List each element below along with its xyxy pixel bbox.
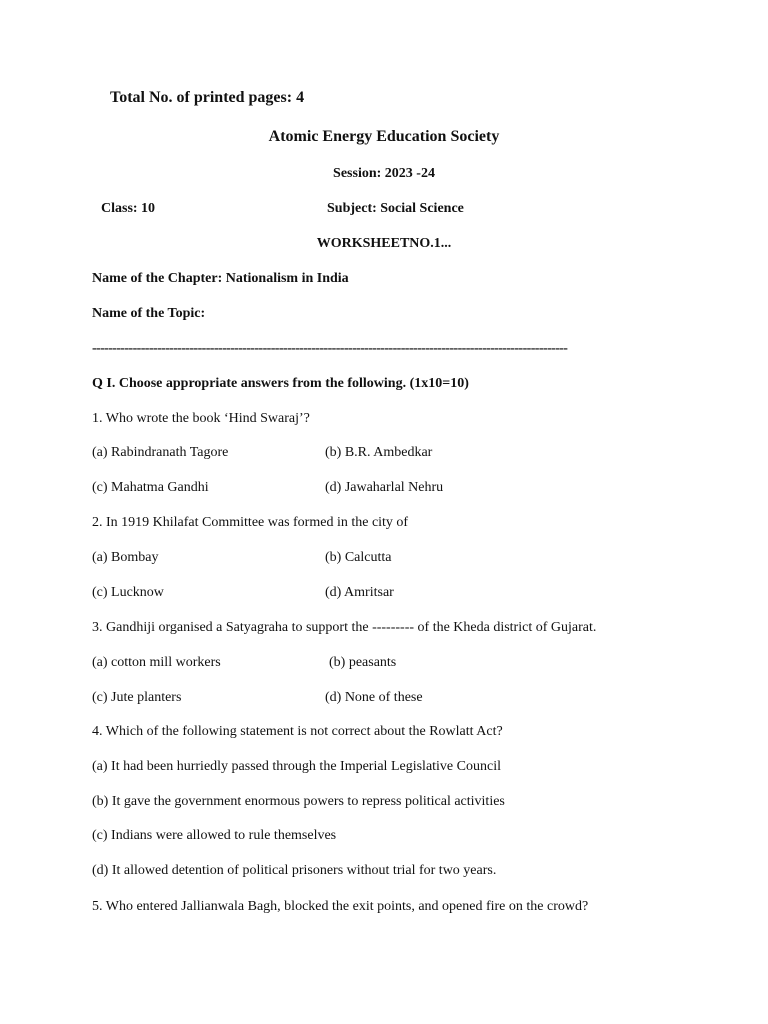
question-3-option-d: (d) None of these bbox=[325, 690, 423, 705]
question-1-option-a: (a) Rabindranath Tagore bbox=[92, 445, 229, 460]
question-3-option-c: (c) Jute planters bbox=[92, 690, 182, 705]
separator-line: --------------------------------------------------------------------------------------------------------------------- bbox=[92, 341, 568, 356]
question-2: 2. In 1919 Khilafat Committee was formed in the city of bbox=[92, 515, 409, 530]
question-1-option-d: (d) Jawaharlal Nehru bbox=[325, 480, 444, 495]
session-label: Session: 2023 -24 bbox=[333, 166, 435, 181]
section-heading: Q I. Choose appropriate answers from the following. (1x10=10) bbox=[92, 376, 469, 391]
question-4-option-a: (a) It had been hurriedly passed through the Imperial Legislative Council bbox=[92, 759, 501, 774]
question-3-option-b: (b) peasants bbox=[329, 655, 397, 670]
chapter-name: Name of the Chapter: Nationalism in India bbox=[92, 271, 349, 286]
question-1-option-c: (c) Mahatma Gandhi bbox=[92, 480, 209, 495]
subject-label: Subject: Social Science bbox=[327, 201, 464, 216]
question-1: 1. Who wrote the book ‘Hind Swaraj’? bbox=[92, 411, 310, 426]
question-3: 3. Gandhiji organised a Satyagraha to support the --------- of the Kheda district of Gujarat. bbox=[92, 620, 597, 635]
question-1-option-b: (b) B.R. Ambedkar bbox=[325, 445, 433, 460]
class-label: Class: 10 bbox=[101, 201, 156, 216]
question-4: 4. Which of the following statement is not correct about the Rowlatt Act? bbox=[92, 724, 503, 739]
question-2-option-c: (c) Lucknow bbox=[92, 585, 164, 600]
topic-name: Name of the Topic: bbox=[92, 306, 206, 321]
worksheet-number: WORKSHEETNO.1... bbox=[316, 236, 452, 251]
question-5: 5. Who entered Jallianwala Bagh, blocked the exit points, and opened fire on the crowd? bbox=[92, 899, 589, 914]
question-4-option-d: (d) It allowed detention of political prisoners without trial for two years. bbox=[92, 863, 497, 878]
society-title: Atomic Energy Education Society bbox=[268, 128, 500, 145]
question-4-option-c: (c) Indians were allowed to rule themselves bbox=[92, 828, 337, 843]
question-4-option-b: (b) It gave the government enormous powers to repress political activities bbox=[92, 794, 505, 809]
question-2-option-b: (b) Calcutta bbox=[325, 550, 392, 565]
question-2-option-d: (d) Amritsar bbox=[325, 585, 394, 600]
question-2-option-a: (a) Bombay bbox=[92, 550, 159, 565]
printed-pages-count: Total No. of printed pages: 4 bbox=[110, 89, 305, 106]
question-3-option-a: (a) cotton mill workers bbox=[92, 655, 221, 670]
